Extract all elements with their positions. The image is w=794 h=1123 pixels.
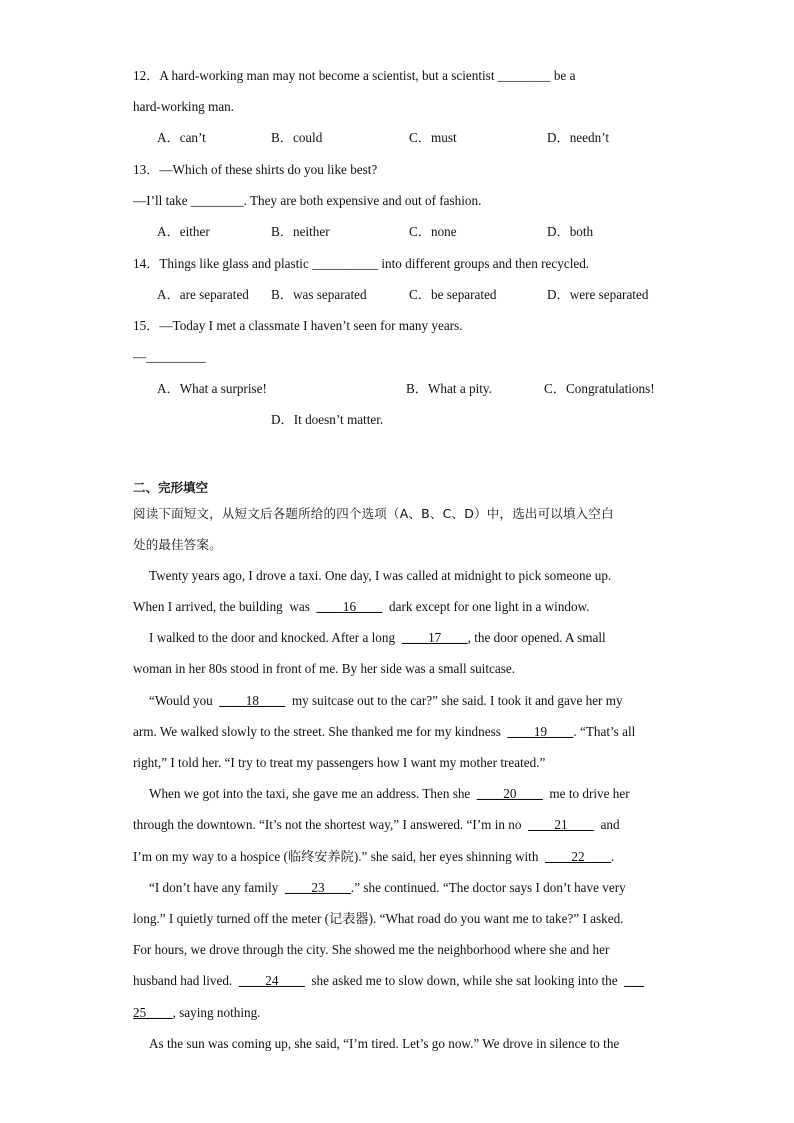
blank-22[interactable]: ____22____	[545, 849, 611, 864]
blank-25[interactable]: 25____	[133, 1005, 173, 1020]
passage-text: husband had lived.	[133, 973, 239, 988]
q12-stem-line1: 12．A hard-working man may not become a scientist, but a scientist ________ be a	[133, 68, 576, 83]
blank-18[interactable]: ____18____	[219, 693, 286, 708]
q13-stem-line1: 13．—Which of these shirts do you like best?	[133, 162, 378, 177]
passage-line: right,” I told her. “I try to treat my passengers how I want my mother treated.”	[133, 755, 546, 770]
blank-20[interactable]: ____20____	[476, 786, 543, 801]
q12-option-a[interactable]: A．can’t	[157, 130, 206, 145]
passage-text: I walked to the door and knocked. After a long	[149, 630, 402, 645]
passage-line	[133, 1004, 260, 1022]
section-instructions-line1: 阅读下面短文，从短文后各题所给的四个选项（A、B、C、D）中，选出可以填入空白	[133, 506, 614, 521]
section-heading: 二、完形填空	[133, 480, 209, 495]
passage-text: , the door opened. A small	[467, 630, 606, 645]
q14-option-d[interactable]: D．were separated	[547, 287, 649, 302]
passage-text: through the downtown. “It’s not the shortest way,” I answered. “I’m in no	[133, 817, 529, 832]
passage-text: When I arrived, the building was	[133, 599, 317, 614]
passage-line: long.” I quietly turned off the meter (记表器). “What road do you want me to take?” I asked.	[133, 911, 624, 926]
passage-text: “I don’t have any family	[149, 880, 285, 895]
q14-stem-line1: 14．Things like glass and plastic __________ into different groups and then recycled.	[133, 256, 590, 271]
passage-line	[149, 629, 606, 647]
q15-option-d[interactable]: D．It doesn’t matter.	[271, 412, 384, 427]
blank-25-start[interactable]: ___	[624, 973, 644, 988]
passage-line	[149, 879, 626, 897]
passage-text: .	[610, 849, 615, 864]
q15-option-c[interactable]: C．Congratulations!	[544, 381, 655, 396]
q15-option-a[interactable]: A．What a surprise!	[157, 381, 267, 396]
passage-line	[133, 848, 614, 866]
q15-stem-line1: 15．—Today I met a classmate I haven’t seen for many years.	[133, 318, 463, 333]
passage-line	[133, 598, 590, 616]
q12-option-c[interactable]: C．must	[409, 130, 457, 145]
passage-line	[149, 785, 630, 803]
passage-line: For hours, we drove through the city. She showed me the neighborhood where she and her	[133, 942, 610, 957]
section-instructions-line2: 处的最佳答案。	[133, 537, 222, 552]
blank-19[interactable]: ____19____	[507, 724, 574, 739]
passage-text: me to drive her	[542, 786, 630, 801]
blank-21[interactable]: ____21____	[528, 817, 594, 832]
q13-option-a[interactable]: A．either	[157, 224, 210, 239]
blank-16[interactable]: ____16____	[316, 599, 383, 614]
q15-option-b[interactable]: B．What a pity.	[406, 381, 492, 396]
q13-option-d[interactable]: D．both	[547, 224, 594, 239]
q13-stem-line2: —I’ll take ________. They are both expensive and out of fashion.	[133, 193, 482, 208]
passage-text: dark except for one light in a window.	[382, 599, 590, 614]
q12-option-d[interactable]: D．needn’t	[547, 130, 610, 145]
q13-option-b[interactable]: B．neither	[271, 224, 330, 239]
passage-text: my suitcase out to the car?” she said. I took it and gave her my	[285, 693, 623, 708]
passage-text: When we got into the taxi, she gave me an address. Then she	[149, 786, 477, 801]
q14-option-c[interactable]: C．be separated	[409, 287, 497, 302]
blank-24[interactable]: ____24____	[238, 973, 305, 988]
q13-option-c[interactable]: C．none	[409, 224, 457, 239]
passage-text: “Would you	[149, 693, 220, 708]
passage-text: arm. We walked slowly to the street. She thanked me for my kindness	[133, 724, 508, 739]
q14-option-a[interactable]: A．are separated	[157, 287, 249, 302]
passage-line: Twenty years ago, I drove a taxi. One day, I was called at midnight to pick someone up.	[149, 568, 612, 583]
passage-line	[133, 723, 635, 741]
passage-text: I’m on my way to a hospice (临终安养院).” she said, her eyes shinning with	[133, 849, 546, 864]
passage-text: .” she continued. “The doctor says I don’t have very	[350, 880, 626, 895]
passage-line: woman in her 80s stood in front of me. By her side was a small suitcase.	[133, 661, 515, 676]
passage-line	[133, 816, 620, 834]
blank-23[interactable]: ____23____	[284, 880, 351, 895]
q12-option-b[interactable]: B．could	[271, 130, 323, 145]
passage-line: As the sun was coming up, she said, “I’m tired. Let’s go now.” We drove in silence to the	[149, 1036, 620, 1051]
passage-text: , saying nothing.	[172, 1005, 261, 1020]
passage-text: and	[593, 817, 620, 832]
passage-line	[149, 692, 623, 710]
passage-text: . “That’s all	[573, 724, 636, 739]
q12-stem-line2: hard-working man.	[133, 99, 235, 114]
q15-stem-line2: —_________	[133, 349, 206, 364]
passage-line	[133, 972, 644, 990]
passage-text: she asked me to slow down, while she sat looking into the	[304, 973, 625, 988]
blank-17[interactable]: ____17____	[401, 630, 468, 645]
q14-option-b[interactable]: B．was separated	[271, 287, 367, 302]
